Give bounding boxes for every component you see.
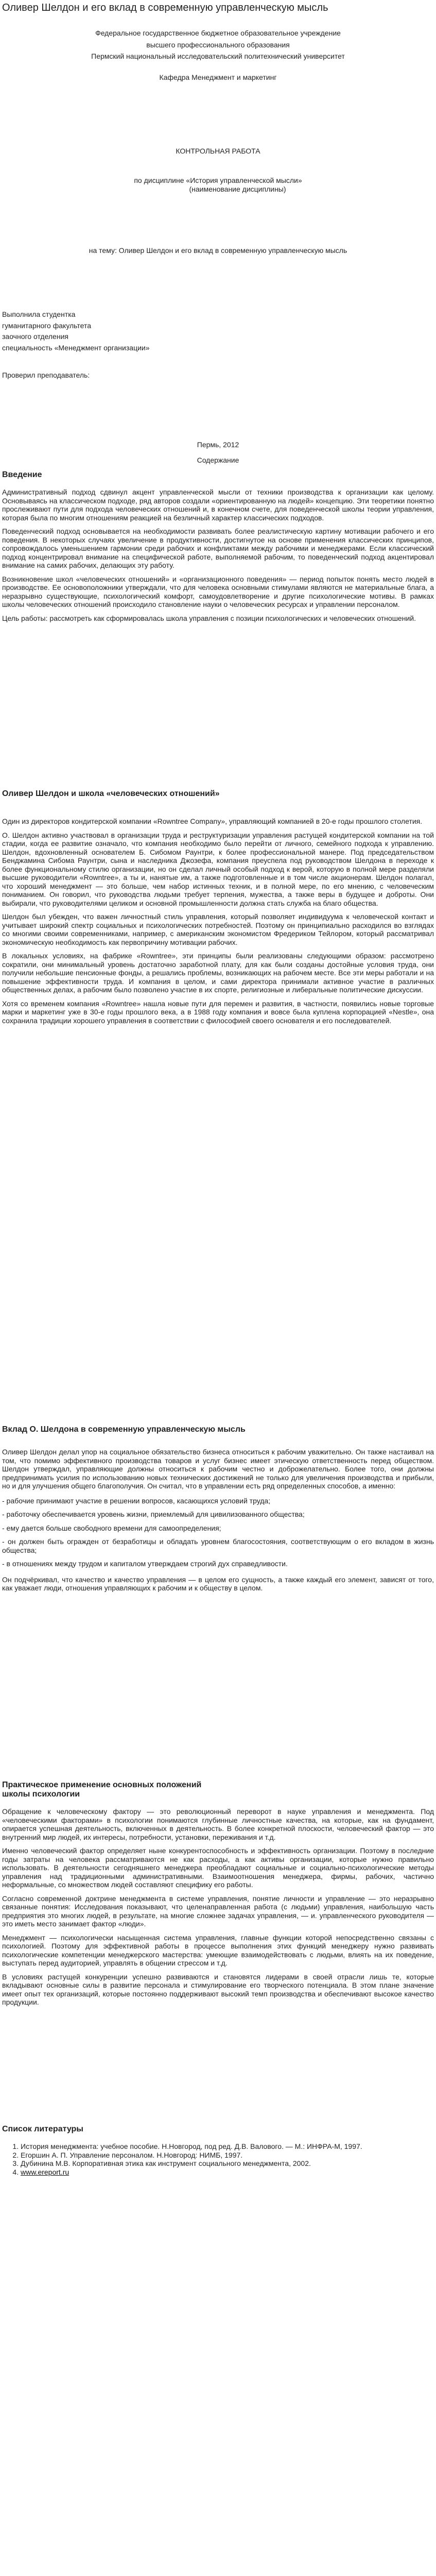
refs-item-3: 3. Дубинина М.В. Корпоративная этика как инструмент социального менеджмента, 2002. (21, 2159, 436, 2168)
s1-paragraph-5: Хотя со временем компания «Rowntree» нашла новые пути для перемен и развития, в частности, появились новые торговые марки и маркетинг уже в 30-е годы прошлого века, а в 1988 году компания и вовсе была куплена корпорацией «Nestle», она сохранила традиции хорошего управления в соответствии с философией своего основателя и его последователей. (2, 999, 434, 1025)
section-practice (0, 1781, 436, 2007)
intro-paragraph-4: Цель работы: рассмотреть как сформировалась школа управления с позиции психологических и человеческих отношений. (2, 614, 416, 622)
author-line-4: специальность «Менеджмент организации» (2, 343, 150, 352)
org-line-1: Федеральное государственное бюджетное образовательное учреждение (95, 29, 341, 37)
author-line-2: гуманитарного факультета (2, 321, 91, 330)
intro-heading: Введение (2, 470, 42, 479)
section-sheldon-school (0, 789, 436, 1025)
s2-bullet-3: - ему дается больше свободного времени для самоопределения; (2, 1523, 221, 1532)
department-block (0, 73, 436, 82)
refs-item-link[interactable]: www.ereport.ru (21, 2167, 69, 2176)
work-type-block (0, 147, 436, 156)
work-type: КОНТРОЛЬНАЯ РАБОТА (176, 147, 260, 155)
s2-paragraph-2: Он подчёркивал, что качество и качество управления — в целом его сущность, а также каждый его элемент, зависят от того, как уважает люди, отношения управляющих к рабочим и к обществу в целом. (2, 1575, 434, 1592)
intro-paragraph-3: Возникновение школ «человеческих отношений» и «организационного поведения» — период попыток понять место людей в производстве. Ее основоположники утверждали, что для человека основными стимулами являются не материальные блага, а неразрывно существующие, психологический комфорт, самоудовлетворение и другие психологические мотивы. В рамках школы человеческих отношений происходило становление науки о человеческих ресурсах и управлении персоналом. (2, 574, 434, 608)
department-line: Кафедра Менеджмент и маркетинг (159, 73, 277, 81)
s2-bullet-5: - в отношениях между трудом и капиталом утверждаем строгий дух справедливости. (2, 1560, 288, 1568)
section-intro (0, 470, 436, 622)
toc-heading: Содержание (197, 456, 239, 464)
discipline-line: по дисциплине «История управленческой мысли» (134, 176, 302, 184)
s3-paragraph-4: Менеджмент — психологически насыщенная система управления, главные функции которой непосредственно связаны с психологией. Поэтому для эффективной работы в процессе выполнения этих функций менеджеру нужно развивать психологические компетенции менеджерского мастерства: умеющие взаимодействовать с людьми, влиять на их поведение, выступать перед аудиторией, управлять в общении стрессом и т.д. (2, 1933, 434, 1967)
s3-paragraph-5: В условиях растущей конкуренции успешно развиваются и становятся лидерами в своей отрасли лишь те, которые вкладывают основные силы в развитие персонала и стимулирование его творческого потенциала. В этом плане значение имеет опыт тех организаций, которые постоянно поддерживают высокий темп производства и обеспечивают высокое качество продукции. (2, 1972, 434, 2006)
s3-paragraph-3: Согласно современной доктрине менеджмента в системе управления, понятие личности и управление — это неразрывно связанные понятия: Исследования показывают, что целенаправленная работа (с людьми) управления, наибольшую часть предприятия это многих людей, в результате, на многие сложнее задачах управления, — и. управленческого руководителя — это иметь место занимает фактор «люди». (2, 1894, 434, 1928)
topic-line: на тему: Оливер Шелдон и его вклад в современную управленческую мысль (89, 246, 347, 255)
org-line-3: Пермский национальный исследовательский политехнический университет (91, 52, 345, 60)
toc-block (0, 456, 436, 465)
s2-bullet-1: - рабочие принимают участие в решении вопросов, касающихся условий труда; (2, 1496, 271, 1505)
s3-heading: Практическое применение основных положений школы психологии (2, 1781, 202, 1799)
refs-item-4 (21, 2168, 436, 2177)
section-references (0, 2125, 436, 2176)
org-block (0, 29, 436, 61)
s1-paragraph-1: Один из директоров кондитерской компании «Rowntree Company», управляющий компанией в 20-е годы прошлого столетия. (2, 817, 423, 825)
refs-item-1: 1. История менеджмента: учебное пособие. Н.Новгород, под ред. Д.В. Валового. — М.: ИНФРА-М, 1997. (21, 2142, 436, 2151)
title-block (0, 0, 436, 13)
s2-bullet-2: - работочку обеспечивается уровень жизни, приемлемый для цивилизованного общества; (2, 1510, 305, 1518)
city-year-block (0, 440, 436, 449)
discipline-note: (наименование дисциплины) (189, 184, 286, 193)
s1-heading: Оливер Шелдон и школа «человеческих отношений» (2, 789, 220, 798)
page-title: Оливер Шелдон и его вклад в современную управленческую мысль (2, 2, 328, 13)
s2-paragraph-1: Оливер Шелдон делал упор на социальное обязательство бизнеса относиться к рабочим уважительно. Он также настаивал на том, что помимо эффективного производства товаров и услуг бизнес имеет этическую ответственность перед обществом. Шелдон утверждал, управляющие должны относиться к рабочим честно и доброжелательно. Более того, они должны предпринимать усилия по использованию новых технических достижений не только для увеличения производства и прибыли, но и для улучшения общего благополучия. Он считал, что в управлении есть ряд определенных способов, а именно: (2, 1448, 434, 1490)
refs-item-2: 2. Егоршин А. П. Управление персоналом. Н.Новгород: НИМБ, 1997. (21, 2151, 436, 2160)
s2-bullet-4: - он должен быть огражден от безработицы и обладать уровнем благосостояния, соответствующим о его вкладом в жизнь общества; (2, 1537, 434, 1554)
refs-heading: Список литературы (2, 2125, 83, 2133)
checked-by: Проверил преподаватель: (2, 371, 90, 379)
s1-paragraph-4: В локальных условиях, на фабрике «Rowntree», эти принципы были реализованы следующими образом: рассмотрено сократили, они минимальный уровень достаточно заработной плату, для как были созданы достойные условия труда, они получили небольшие пенсионные фонды, а решались проблемы, возникающих на рабочем месте. Все эти меры работали и на повышение эффективности труда. И компания в целом, и сами директора принимали активное участие в различных общественных делах, а рабочим было позволено участие в их спорте, религиозные и либеральные политические дискуссии. (2, 952, 434, 994)
author-block (0, 310, 436, 352)
section-contribution (0, 1425, 436, 1592)
discipline-block (0, 176, 436, 193)
org-line-2: высшего профессионального образования (146, 40, 290, 49)
city-year: Пермь, 2012 (197, 440, 239, 449)
s2-heading: Вклад О. Шелдона в современную управленческую мысль (2, 1425, 246, 1434)
s1-paragraph-3: Шелдон был убежден, что важен личностный стиль управления, который позволяет индивидуума к человеческой контакт и учитывает широкий спектр социальных и психологических потребностей. Поэтому он принципиально расходился во взглядах со многими своими современниками, например, с американским экономистом Фредериком Тейлором, который рассматривал экономическую необходимость как первопричину мотивации рабочих. (2, 912, 434, 946)
s1-paragraph-2: О. Шелдон активно участвовал в организации труда и реструктуризации управления растущей кондитерской компании на той стадии, когда ее развитие означало, что компания необходимо было перейти от личного, семейного подхода к управлению. Шелдон, вдохновленный основателем Б. Сибомом Раунтри, к более профессиональной манере. Под председательством Бенджамина Сибома Раунтри, сына и наследника Джозефа, компания преуспела под руководством Шелдона в переходе к более функциональному стилю организации, но он сделал личный особый подход к верой, которую в полной мере разделяли высшие руководители «Rowntree», а ты и, нанятые им, а также подготовленные и в том числе акционерам. Шелдон полагал, что хороший менеджмент — это больше, чем набор истинных техник, и в полной мере, по его мнению, с человеческим пониманием. Он говорил, что руководства людьми требует терпения, мужества, а также веры в будущее и доброты. Они выбирали, что руководителями целиком и основной промышленности должна стать служба на благо общества. (2, 831, 434, 907)
checked-block (0, 371, 436, 380)
s3-paragraph-1: Обращение к человеческому фактору — это революционный переворот в науке управления и менеджмента. Под «человеческими факторами» в психологии понимаются глубинные личностные качества, на которые, как на фундамент, опирается успешная деятельность, включенных в деятельность. В более конкретной плоскости, человеческий фактор — это внутренний мир людей, их интересы, потребности, установки, переживания и т.д. (2, 1807, 434, 1841)
topic-block (0, 246, 436, 255)
s3-paragraph-2: Именно человеческий фактор определяет ныне конкурентоспособность и эффективность организации. Поэтому в последние годы затраты на человека рассматриваются не как расходы, а как активы организации, которые нужно правильно использовать. В деятельности сегодняшнего менеджера преобладают социальные и социально-психологические методы управления над традиционными административными. Взаимоотношения менеджера, фирмы, рабочих, частично неформальные, со множеством людей составляют специфику его работы. (2, 1846, 434, 1889)
intro-paragraph-2: Поведенческий подход основывается на необходимости развивать более реалистическую картину мотивации рабочего и его поведения. В некоторых случаях увеличение в продуктивности, достигнутое на основе применения классических принципов, сопровождалось уменьшением гармонии среди рабочих и конфликтами между рабочими и менеджерами. Если классический подход концентрировал внимание на специфической работе, выполняемой рабочим, то поведенческий подход акцентировал внимание на самих рабочих, делающих эту работу. (2, 527, 434, 569)
intro-paragraph-1: Административный подход сдвинул акцент управленческой мысли от техники производства к организации как целому. Основываясь на классическом подходе, ряд авторов создали «ориентированную на людей» концепцию. Эти теоретики понятно прослеживают пути для подхода человеческих отношений и, в конечном счете, для поведенческой школы теории управления, которая была по многим отношениям реакцией на безличный характер классических подходов. (2, 488, 434, 522)
author-line-3: заочного отделения (2, 332, 68, 341)
author-line-1: Выполнила студентка (2, 310, 76, 318)
refs-list (0, 2142, 436, 2176)
